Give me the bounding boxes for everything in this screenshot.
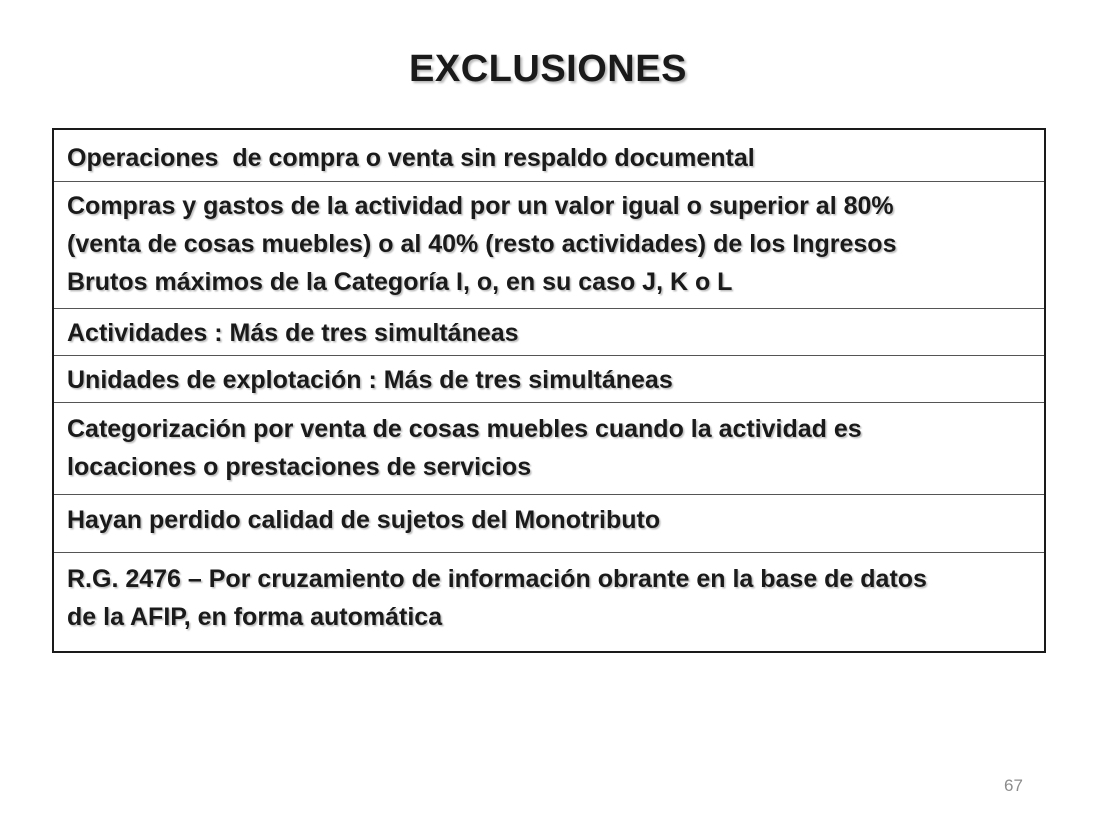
slide-title: EXCLUSIONES — [409, 48, 687, 90]
row-text: R.G. 2476 – Por cruzamiento de información obrante en la base de datos de la AFIP, en forma automática — [67, 565, 927, 631]
row-text: Compras y gastos de la actividad por un valor igual o superior al 80% (venta de cosas muebles) o al 40% (resto actividades) de los Ingresos Brutos máximos de la Categoría I, o, en su caso J, K o L — [67, 192, 897, 296]
exclusions-table — [52, 128, 1046, 653]
table-row — [54, 309, 1044, 356]
table-row — [54, 182, 1044, 309]
table-row — [54, 403, 1044, 495]
row-text: Categorización por venta de cosas muebles cuando la actividad es locaciones o prestaciones de servicios — [67, 415, 862, 481]
table-row — [54, 495, 1044, 553]
table-row — [54, 553, 1044, 651]
table-row — [54, 356, 1044, 403]
page-number: 67 — [1004, 776, 1023, 795]
row-text: Operaciones de compra o venta sin respaldo documental — [67, 144, 755, 172]
table-row — [54, 130, 1044, 182]
row-text: Actividades : Más de tres simultáneas — [67, 319, 519, 347]
row-text: Unidades de explotación : Más de tres simultáneas — [67, 366, 673, 394]
row-text: Hayan perdido calidad de sujetos del Monotributo — [67, 506, 661, 534]
